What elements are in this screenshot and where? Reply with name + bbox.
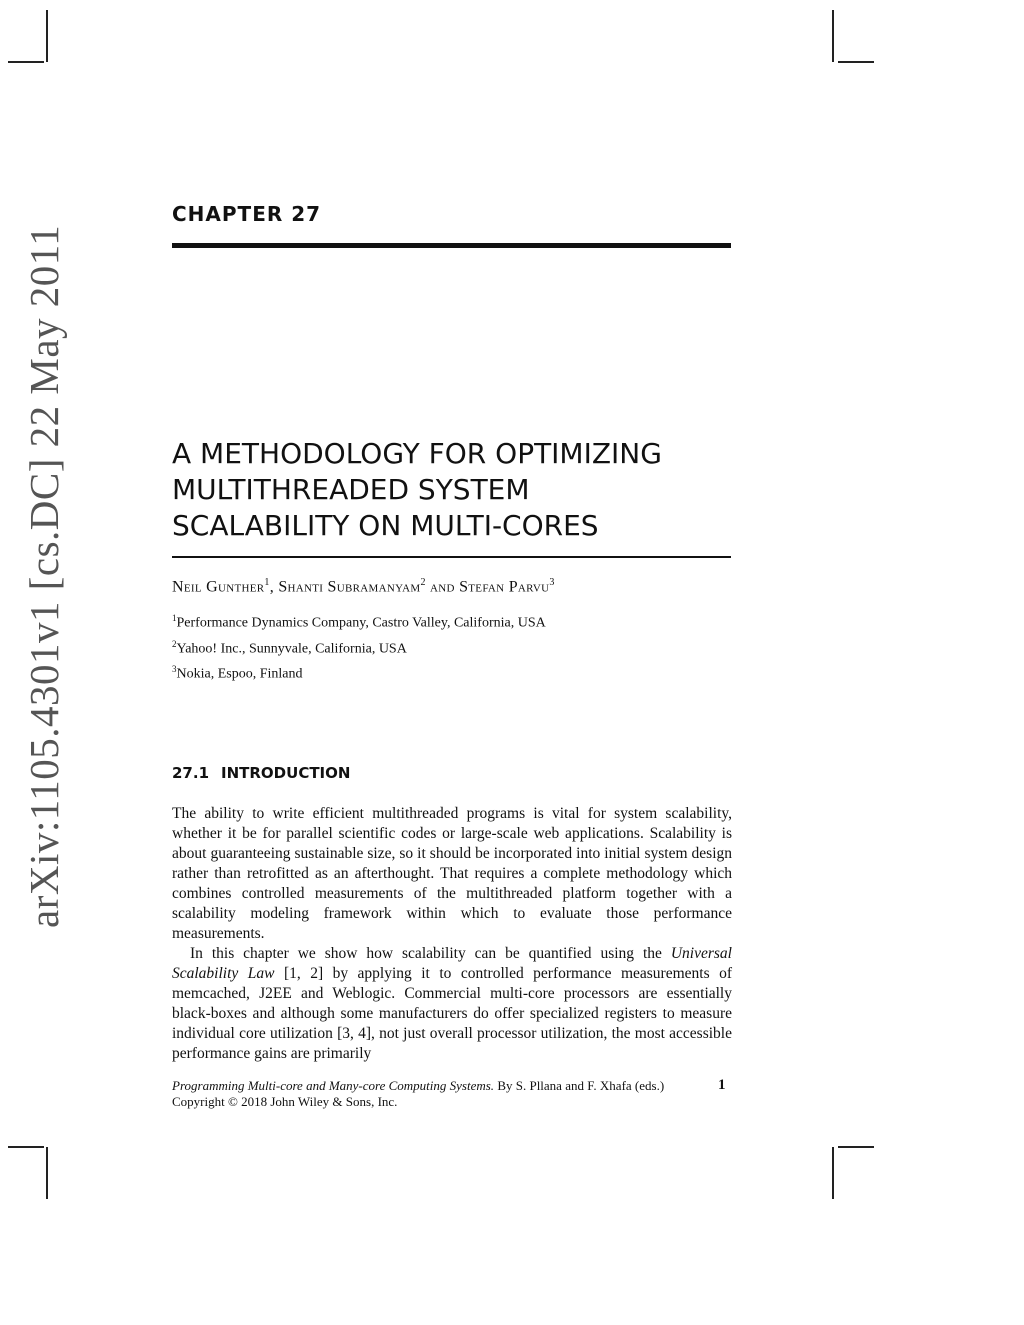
affiliation-mark: 2	[172, 638, 177, 649]
author-name: Shanti Subramanyam	[278, 578, 421, 596]
section-number: 27.1	[172, 764, 210, 782]
affiliation-text: Yahoo! Inc., Sunnyvale, California, USA	[176, 641, 407, 657]
footer-citation	[172, 1078, 732, 1094]
paragraph-text: [1, 2] by applying it to controlled performance measurements of memcached, J2EE and Weblogic. Commercial multi-core processors are essentially black-boxes and although some manufacturers do offer specialized registers to measure individual core utilization [3, 4], not just overall processor utilization, the most accessible performance gains are primarily	[172, 965, 732, 1062]
title-rule	[172, 556, 731, 558]
emphasized-term: Universal Scalability Law	[172, 945, 732, 982]
chapter-title-line: A METHODOLOGY FOR OPTIMIZING	[172, 437, 662, 470]
page-number: 1	[718, 1077, 726, 1093]
crop-mark-bottom-left	[46, 1147, 48, 1199]
author-conjunction: and	[425, 578, 460, 596]
author-separator: ,	[269, 578, 279, 596]
crop-mark-bottom-right	[838, 1146, 874, 1148]
crop-mark-top-right	[838, 61, 874, 63]
crop-mark-bottom-right	[832, 1147, 834, 1199]
chapter-title	[172, 436, 732, 544]
crop-mark-top-left	[46, 10, 48, 62]
author-list	[172, 577, 555, 596]
affiliation	[172, 634, 546, 660]
affiliation-mark: 3	[172, 664, 177, 675]
chapter-title-line: SCALABILITY ON MULTI-CORES	[172, 509, 599, 542]
footer-journal: Programming Multi-core and Many-core Computing Systems.	[172, 1078, 495, 1093]
chapter-rule	[172, 243, 731, 248]
section-title: INTRODUCTION	[221, 764, 351, 782]
author-name: Stefan Parvu	[459, 578, 550, 596]
crop-mark-top-left	[8, 61, 44, 63]
chapter-label: CHAPTER 27	[172, 202, 322, 226]
paragraph	[172, 944, 732, 1064]
arxiv-stamp: arXiv:1105.4301v1 [cs.DC] 22 May 2011	[21, 224, 67, 928]
affiliation-text: Performance Dynamics Company, Castro Valley, California, USA	[176, 615, 546, 631]
crop-mark-bottom-left	[8, 1146, 44, 1148]
affiliation-text: Nokia, Espoo, Finland	[176, 666, 303, 682]
paragraph-text: In this chapter we show how scalability can be quantified using the	[190, 945, 671, 962]
footer-editors: By S. Pllana and F. Xhafa (eds.)	[494, 1078, 665, 1093]
affiliation-list	[172, 608, 546, 685]
section-heading	[172, 764, 350, 782]
paragraph: The ability to write efficient multithreaded programs is vital for system scalability, whether it be for parallel scientific codes or large-scale web applications. Scalability is about guaranteeing sustainable size, so it should be incorporated into initial system design rather than retrofitted as an afterthought. That requires a complete methodology which combines controlled measurements of the multithreaded platform together with a scalability modeling framework within which to evaluate those performance measurements.	[172, 805, 732, 942]
author-affil-mark: 1	[264, 577, 270, 588]
affiliation	[172, 659, 546, 685]
page-footer	[172, 1078, 732, 1110]
body-text	[172, 804, 732, 1064]
author-affil-mark: 3	[549, 577, 555, 588]
footer-copyright: Copyright © 2018 John Wiley & Sons, Inc.	[172, 1094, 398, 1109]
affiliation	[172, 608, 546, 634]
affiliation-mark: 1	[172, 613, 177, 623]
crop-mark-top-right	[832, 10, 834, 62]
chapter-title-line: MULTITHREADED SYSTEM	[172, 473, 530, 506]
author-affil-mark: 2	[420, 577, 426, 588]
author-name: Neil Gunther	[172, 578, 265, 596]
